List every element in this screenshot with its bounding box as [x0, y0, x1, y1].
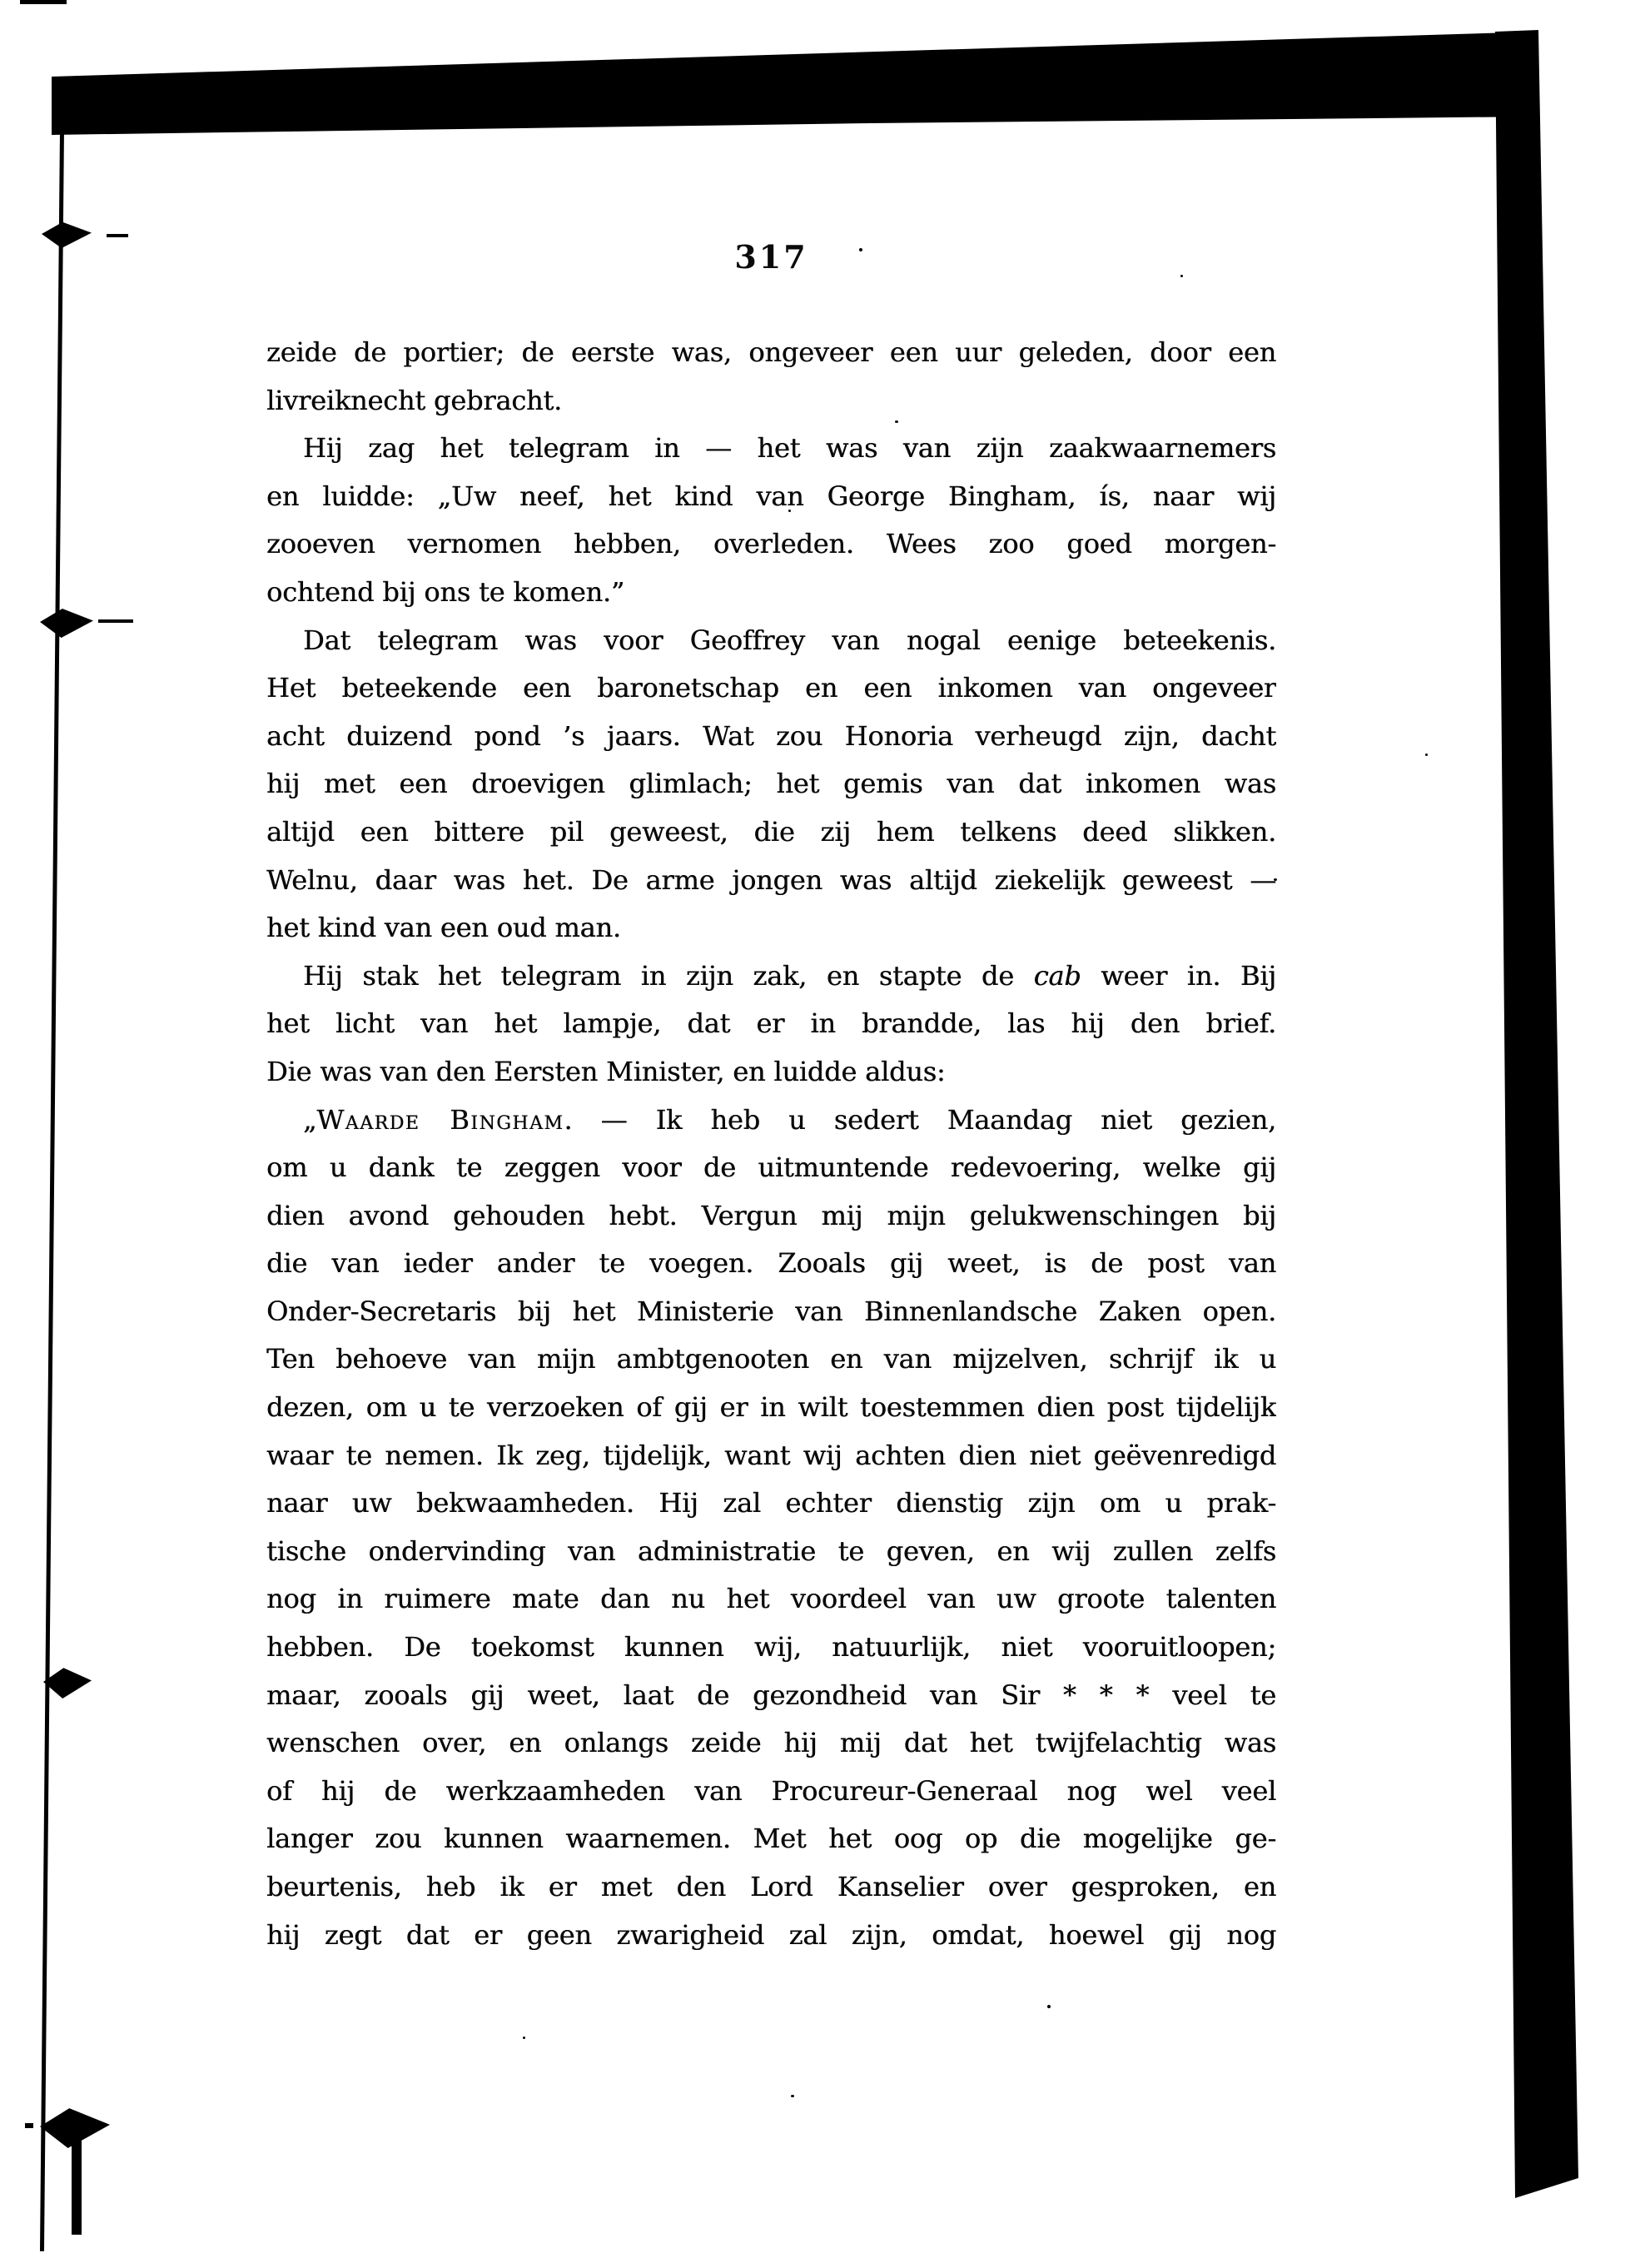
line-text: wenschen over, en onlangs zeide hij mij dat het twijfelachtig was	[266, 1727, 1276, 1759]
text-line	[266, 1912, 1276, 1960]
text-block	[266, 329, 1276, 1959]
text-line	[266, 1672, 1276, 1720]
line-text: dien avond gehouden hebt. Vergun mij mijn gelukwenschingen bij	[266, 1199, 1276, 1231]
text-line	[266, 1384, 1276, 1432]
line-text: altijd een bittere pil geweest, die zij hem telkens deed slikken.	[266, 815, 1276, 848]
scan-top-black-band	[52, 29, 1538, 137]
ink-blot-tail	[98, 619, 133, 623]
text-line	[266, 425, 1276, 473]
line-text: waar te nemen. Ik zeg, tijdelijk, want wij achten dien niet geëvenredigd	[266, 1439, 1276, 1471]
noise-speck	[523, 2037, 525, 2039]
line-text: zooeven vernomen hebben, overleden. Wees zoo goed morgen-	[266, 528, 1276, 560]
text-line	[266, 1815, 1276, 1863]
line-text: beurtenis, heb ik er met den Lord Kanselier over gesproken, en	[266, 1871, 1276, 1902]
italic-text: cab	[1033, 959, 1081, 992]
line-text: Onder-Secretaris bij het Ministerie van Binnenlandsche Zaken open.	[266, 1295, 1276, 1327]
text-line	[266, 952, 1276, 1001]
scan-left-binding-line	[40, 130, 64, 2251]
text-line	[266, 1719, 1276, 1768]
line-text: maar, zooals gij weet, laat de gezondheid van Sir * * * veel te	[266, 1679, 1276, 1711]
scan-edge-strip	[20, 0, 67, 4]
text-line	[266, 808, 1276, 857]
line-text: „	[303, 1103, 317, 1136]
line-text: nog in ruimere mate dan nu het voordeel van uw groote talenten	[266, 1583, 1276, 1615]
ink-blot	[40, 606, 93, 638]
line-text: om u dank te zeggen voor de uitmuntende redevoering, welke gij	[266, 1151, 1276, 1184]
text-line	[266, 617, 1276, 665]
text-line	[266, 377, 1276, 425]
line-text: acht duizend pond ’s jaars. Wat zou Honoria verheugd zijn, dacht	[266, 719, 1276, 752]
text-line	[266, 473, 1276, 521]
text-line	[266, 1240, 1276, 1288]
line-text: Het beteekende een baronetschap en een inkomen van ongeveer	[266, 672, 1276, 704]
line-text: Hij stak het telegram in zijn zak, en stapte de	[303, 959, 1034, 992]
line-text: hij met een droevigen glimlach; het gemis van dat inkomen was	[266, 768, 1276, 800]
text-line	[266, 1768, 1276, 1816]
text-line	[266, 569, 1276, 617]
line-text: en luidde: „Uw neef, het kind van George Bingham, ís, naar wij	[266, 480, 1276, 512]
line-text: het licht van het lampje, dat er in brandde, las hij den brief.	[266, 1007, 1276, 1040]
text-line	[266, 1335, 1276, 1384]
text-line	[266, 713, 1276, 761]
line-text: zeide de portier; de eerste was, ongeveer een uur geleden, door een	[266, 336, 1276, 368]
text-line	[266, 1480, 1276, 1528]
line-text: Ten behoeve van mijn ambtgenooten en van mijzelven, schrijf ik u	[266, 1343, 1276, 1375]
text-line	[266, 1624, 1276, 1672]
text-line	[266, 1863, 1276, 1912]
line-text: weer in. Bij	[1081, 959, 1276, 992]
text-line	[266, 857, 1276, 905]
ink-speck	[25, 2123, 33, 2128]
line-text: Welnu, daar was het. De arme jongen was altijd ziekelijk geweest —	[266, 863, 1276, 896]
scan-gutter-bar	[1490, 30, 1582, 2200]
text-line	[266, 1528, 1276, 1576]
line-text: Dat telegram was voor Geoffrey van nogal eenige beteekenis.	[303, 624, 1276, 656]
page-number: 317	[734, 238, 808, 276]
text-line	[266, 1432, 1276, 1480]
line-text: . — Ik heb u sedert Maandag niet gezien,	[564, 1103, 1276, 1136]
noise-speck	[791, 2095, 794, 2097]
text-line	[266, 760, 1276, 808]
smallcaps-text: Waarde Bingham	[316, 1103, 564, 1136]
line-text: naar uw bekwaamheden. Hij zal echter dienstig zijn om u prak-	[266, 1487, 1276, 1519]
line-text: dezen, om u te verzoeken of gij er in wilt toestemmen dien post tijdelijk	[266, 1391, 1276, 1424]
line-text: tische ondervinding van administratie te geven, en wij zullen zelfs	[266, 1534, 1276, 1567]
text-line	[266, 1575, 1276, 1624]
line-text: langer zou kunnen waarnemen. Met het oog op die mogelijke ge-	[266, 1823, 1276, 1855]
line-text: hebben. De toekomst kunnen wij, natuurlijk, niet vooruitloopen;	[266, 1631, 1276, 1664]
line-text: ochtend bij ons te komen.”	[266, 575, 624, 608]
line-text: Hij zag het telegram in — het was van zijn zaakwaarnemers	[303, 432, 1276, 465]
noise-speck	[1425, 754, 1428, 756]
ink-blot-tail	[72, 2136, 82, 2235]
line-text: livreiknecht gebracht.	[266, 384, 562, 416]
text-line	[266, 1097, 1276, 1145]
text-line	[266, 520, 1276, 569]
line-text: of hij de werkzaamheden van Procureur-Generaal nog wel veel	[266, 1774, 1276, 1807]
line-text: die van ieder ander te voegen. Zooals gij weet, is de post van	[266, 1247, 1276, 1280]
line-text: het kind van een oud man.	[266, 912, 621, 944]
noise-speck	[1047, 2005, 1051, 2008]
text-line	[266, 1048, 1276, 1097]
ink-blot	[43, 1665, 92, 1699]
line-text: Die was van den Eersten Minister, en luidde aldus:	[266, 1055, 946, 1087]
text-line	[266, 329, 1276, 377]
text-line	[266, 904, 1276, 952]
text-line	[266, 1192, 1276, 1241]
text-line	[266, 1288, 1276, 1336]
ink-blot-tail	[107, 234, 128, 237]
text-line	[266, 1000, 1276, 1048]
text-line	[266, 664, 1276, 713]
text-line	[266, 1144, 1276, 1192]
ink-blot	[42, 220, 92, 248]
line-text: hij zegt dat er geen zwarigheid zal zijn, omdat, hoewel gij nog	[266, 1918, 1276, 1951]
